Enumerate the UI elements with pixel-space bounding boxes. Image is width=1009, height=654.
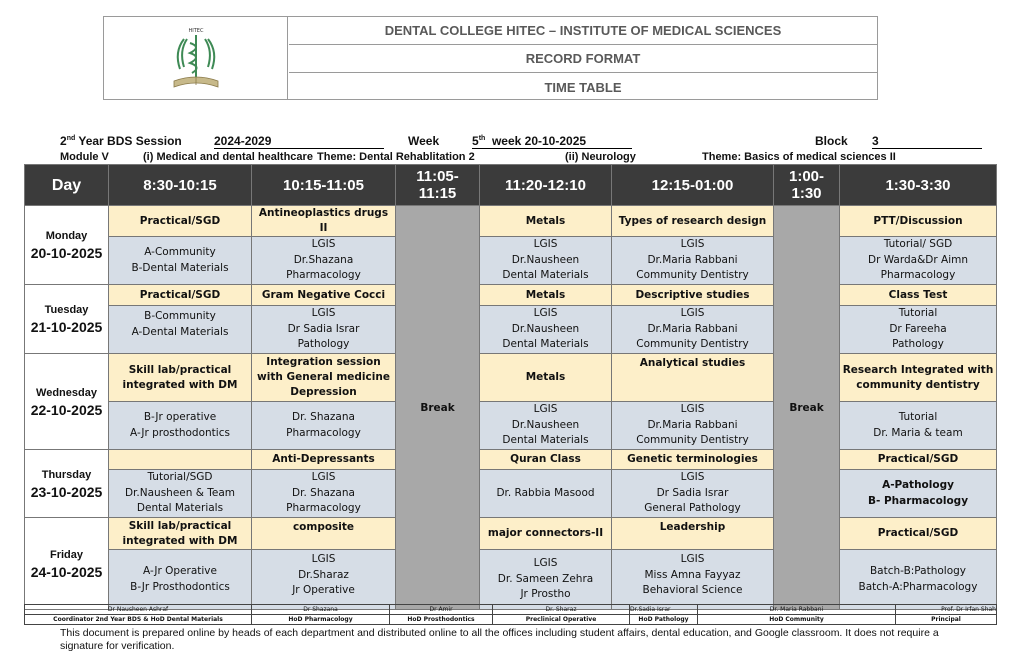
footer-note: This document is prepared online by heads of each department and distributed online to all the offices including student affairs, dental education, and Google classroom. It does not require a signature for verification. [60,627,939,652]
signature-role: Coordinator 2nd Year BDS & HoD Dental Materials [25,615,252,625]
session-title: Genetic terminologies [612,450,774,470]
session-title: Types of research design [612,206,774,237]
session-detail: Tutorial Dr. Maria & team [840,402,997,450]
session-detail: B-Community A-Dental Materials [109,306,252,354]
session-title: Research Integrated with community dentistry [840,354,997,402]
session-detail: A-Pathology B- Pharmacology [840,470,997,518]
table-row [25,306,997,354]
session-title: Practical/SGD [109,285,252,306]
signature-role: HoD Prosthodontics [390,615,493,625]
session-detail: LGIS Dr Sadia Israr Pathology [252,306,396,354]
session-detail: Dr. Rabbia Masood [480,470,612,518]
record-format-label: RECORD FORMAT [289,45,877,73]
session-title: Practical/SGD [840,450,997,470]
session-title: Integration session with General medicine Depression [252,354,396,402]
session-title: Descriptive studies [612,285,774,306]
session-value: 2024-2029 [214,134,384,149]
session-detail: Tutorial/ SGD Dr Warda&Dr Aimn Pharmacology [840,237,997,285]
session-title: Metals [480,354,612,402]
day-cell: Friday 24-10-2025 [25,518,109,610]
signature-strip [24,604,996,625]
col-header-slot6: 1:00-1:30 [774,165,840,206]
day-cell: Tuesday 21-10-2025 [25,285,109,354]
block-label: Block [815,134,848,148]
session-title: Anti-Depressants [252,450,396,470]
session-title: major connectors-II [480,518,612,550]
signature-names-row [25,605,997,615]
week-label: Week [408,134,440,148]
theme-two: Theme: Dental Rehablitation 2 [317,151,475,163]
col-header-slot4: 11:20-12:10 [480,165,612,206]
session-title: Quran Class [480,450,612,470]
header-row [25,165,997,206]
session-detail: LGIS Dr.Sharaz Jr Operative [252,550,396,610]
signature-name: Dr Shazana [252,605,390,615]
session-title: Analytical studies [612,354,774,402]
session-title: Skill lab/practical integrated with DM [109,354,252,402]
session-detail: LGIS Dr. Shazana Pharmacology [252,470,396,518]
col-header-slot1: 8:30-10:15 [109,165,252,206]
session-detail: Batch-B:Pathology Batch-A:Pharmacology [840,550,997,610]
session-detail: LGIS Dr. Sameen Zehra Jr Prostho [480,550,612,610]
session-detail: LGIS Dr.Nausheen Dental Materials [480,402,612,450]
table-row [25,470,997,518]
table-row [25,518,997,550]
session-detail: A-Community B-Dental Materials [109,237,252,285]
timetable [24,164,996,610]
day-cell: Wednesday 22-10-2025 [25,354,109,450]
session-detail: B-Jr operative A-Jr prosthodontics [109,402,252,450]
session-title: Antineoplastics drugs II [252,206,396,237]
session-detail: Tutorial Dr Fareeha Pathology [840,306,997,354]
session-detail: LGIS Dr.Maria Rabbani Community Dentistry [612,237,774,285]
session-title: Class Test [840,285,997,306]
signature-name: Dr.Sadia Israr [630,605,698,615]
table-row [25,550,997,610]
session-detail: LGIS Dr.Nausheen Dental Materials [480,237,612,285]
theme-three: Theme: Basics of medical sciences II [702,151,896,163]
session-title: composite [252,518,396,550]
signature-role: HoD Community [698,615,896,625]
session-title: Metals [480,285,612,306]
day-cell: Monday 20-10-2025 [25,206,109,285]
break-column-morning: Break [396,206,480,610]
table-row [25,450,997,470]
signature-roles-row [25,615,997,625]
hitec-emblem-icon [104,17,288,99]
week-value: 5th week 20-10-2025 [472,134,632,149]
table-row [25,237,997,285]
session-detail: Dr. Shazana Pharmacology [252,402,396,450]
col-header-day: Day [25,165,109,206]
signature-name: Dr Amir [390,605,493,615]
session-title: Practical/SGD [840,518,997,550]
signature-role: HoD Pharmacology [252,615,390,625]
college-title: DENTAL COLLEGE HITEC – INSTITUTE OF MEDICAL SCIENCES [289,17,877,45]
session-title: Practical/SGD [109,206,252,237]
session-title: Metals [480,206,612,237]
session-title: Gram Negative Cocci [252,285,396,306]
time-table-label: TIME TABLE [544,79,622,95]
theme-one: (i) Medical and dental healthcare [143,151,313,163]
block-value: 3 [872,134,982,149]
col-header-slot3: 11:05-11:15 [396,165,480,206]
signature-name: Dr Nausheen Ashraf [25,605,252,615]
session-title: Skill lab/practical integrated with DM [109,518,252,550]
session-title: PTT/Discussion [840,206,997,237]
module-label: Module V [60,151,109,163]
session-title: Leadership [612,518,774,550]
session-detail: LGIS Miss Amna Fayyaz Behavioral Science [612,550,774,610]
table-row [25,402,997,450]
session-detail: LGIS Dr.Maria Rabbani Community Dentistry [612,402,774,450]
col-header-slot7: 1:30-3:30 [840,165,997,206]
year-session-label: 2nd Year BDS Session [60,134,182,148]
signature-name: Dr. Maria Rabbani [698,605,896,615]
table-row [25,285,997,306]
session-detail: LGIS Dr.Maria Rabbani Community Dentistry [612,306,774,354]
signature-role: Principal [896,615,997,625]
college-logo [104,17,288,99]
session-detail: LGIS Dr Sadia Israr General Pathology [612,470,774,518]
signature-role: Preclinical Operative [493,615,630,625]
session-detail: Tutorial/SGD Dr.Nausheen & Team Dental Materials [109,470,252,518]
signature-name: Dr. Sharaz [493,605,630,615]
session-detail: LGIS Dr.Nausheen Dental Materials [480,306,612,354]
signature-name: Prof. Dr Irfan Shah [896,605,997,615]
break-column-afternoon: Break [774,206,840,610]
signature-role: HoD Pathology [630,615,698,625]
table-row [25,354,997,402]
logo-text: HITEC [188,28,204,34]
day-cell: Thursday 23-10-2025 [25,450,109,518]
col-header-slot2: 10:15-11:05 [252,165,396,206]
table-row [25,206,997,237]
session-title [109,450,252,470]
session-detail: LGIS Dr.Shazana Pharmacology [252,237,396,285]
neurology-label: (ii) Neurology [565,151,636,163]
session-detail: A-Jr Operative B-Jr Prosthodontics [109,550,252,610]
col-header-slot5: 12:15-01:00 [612,165,774,206]
